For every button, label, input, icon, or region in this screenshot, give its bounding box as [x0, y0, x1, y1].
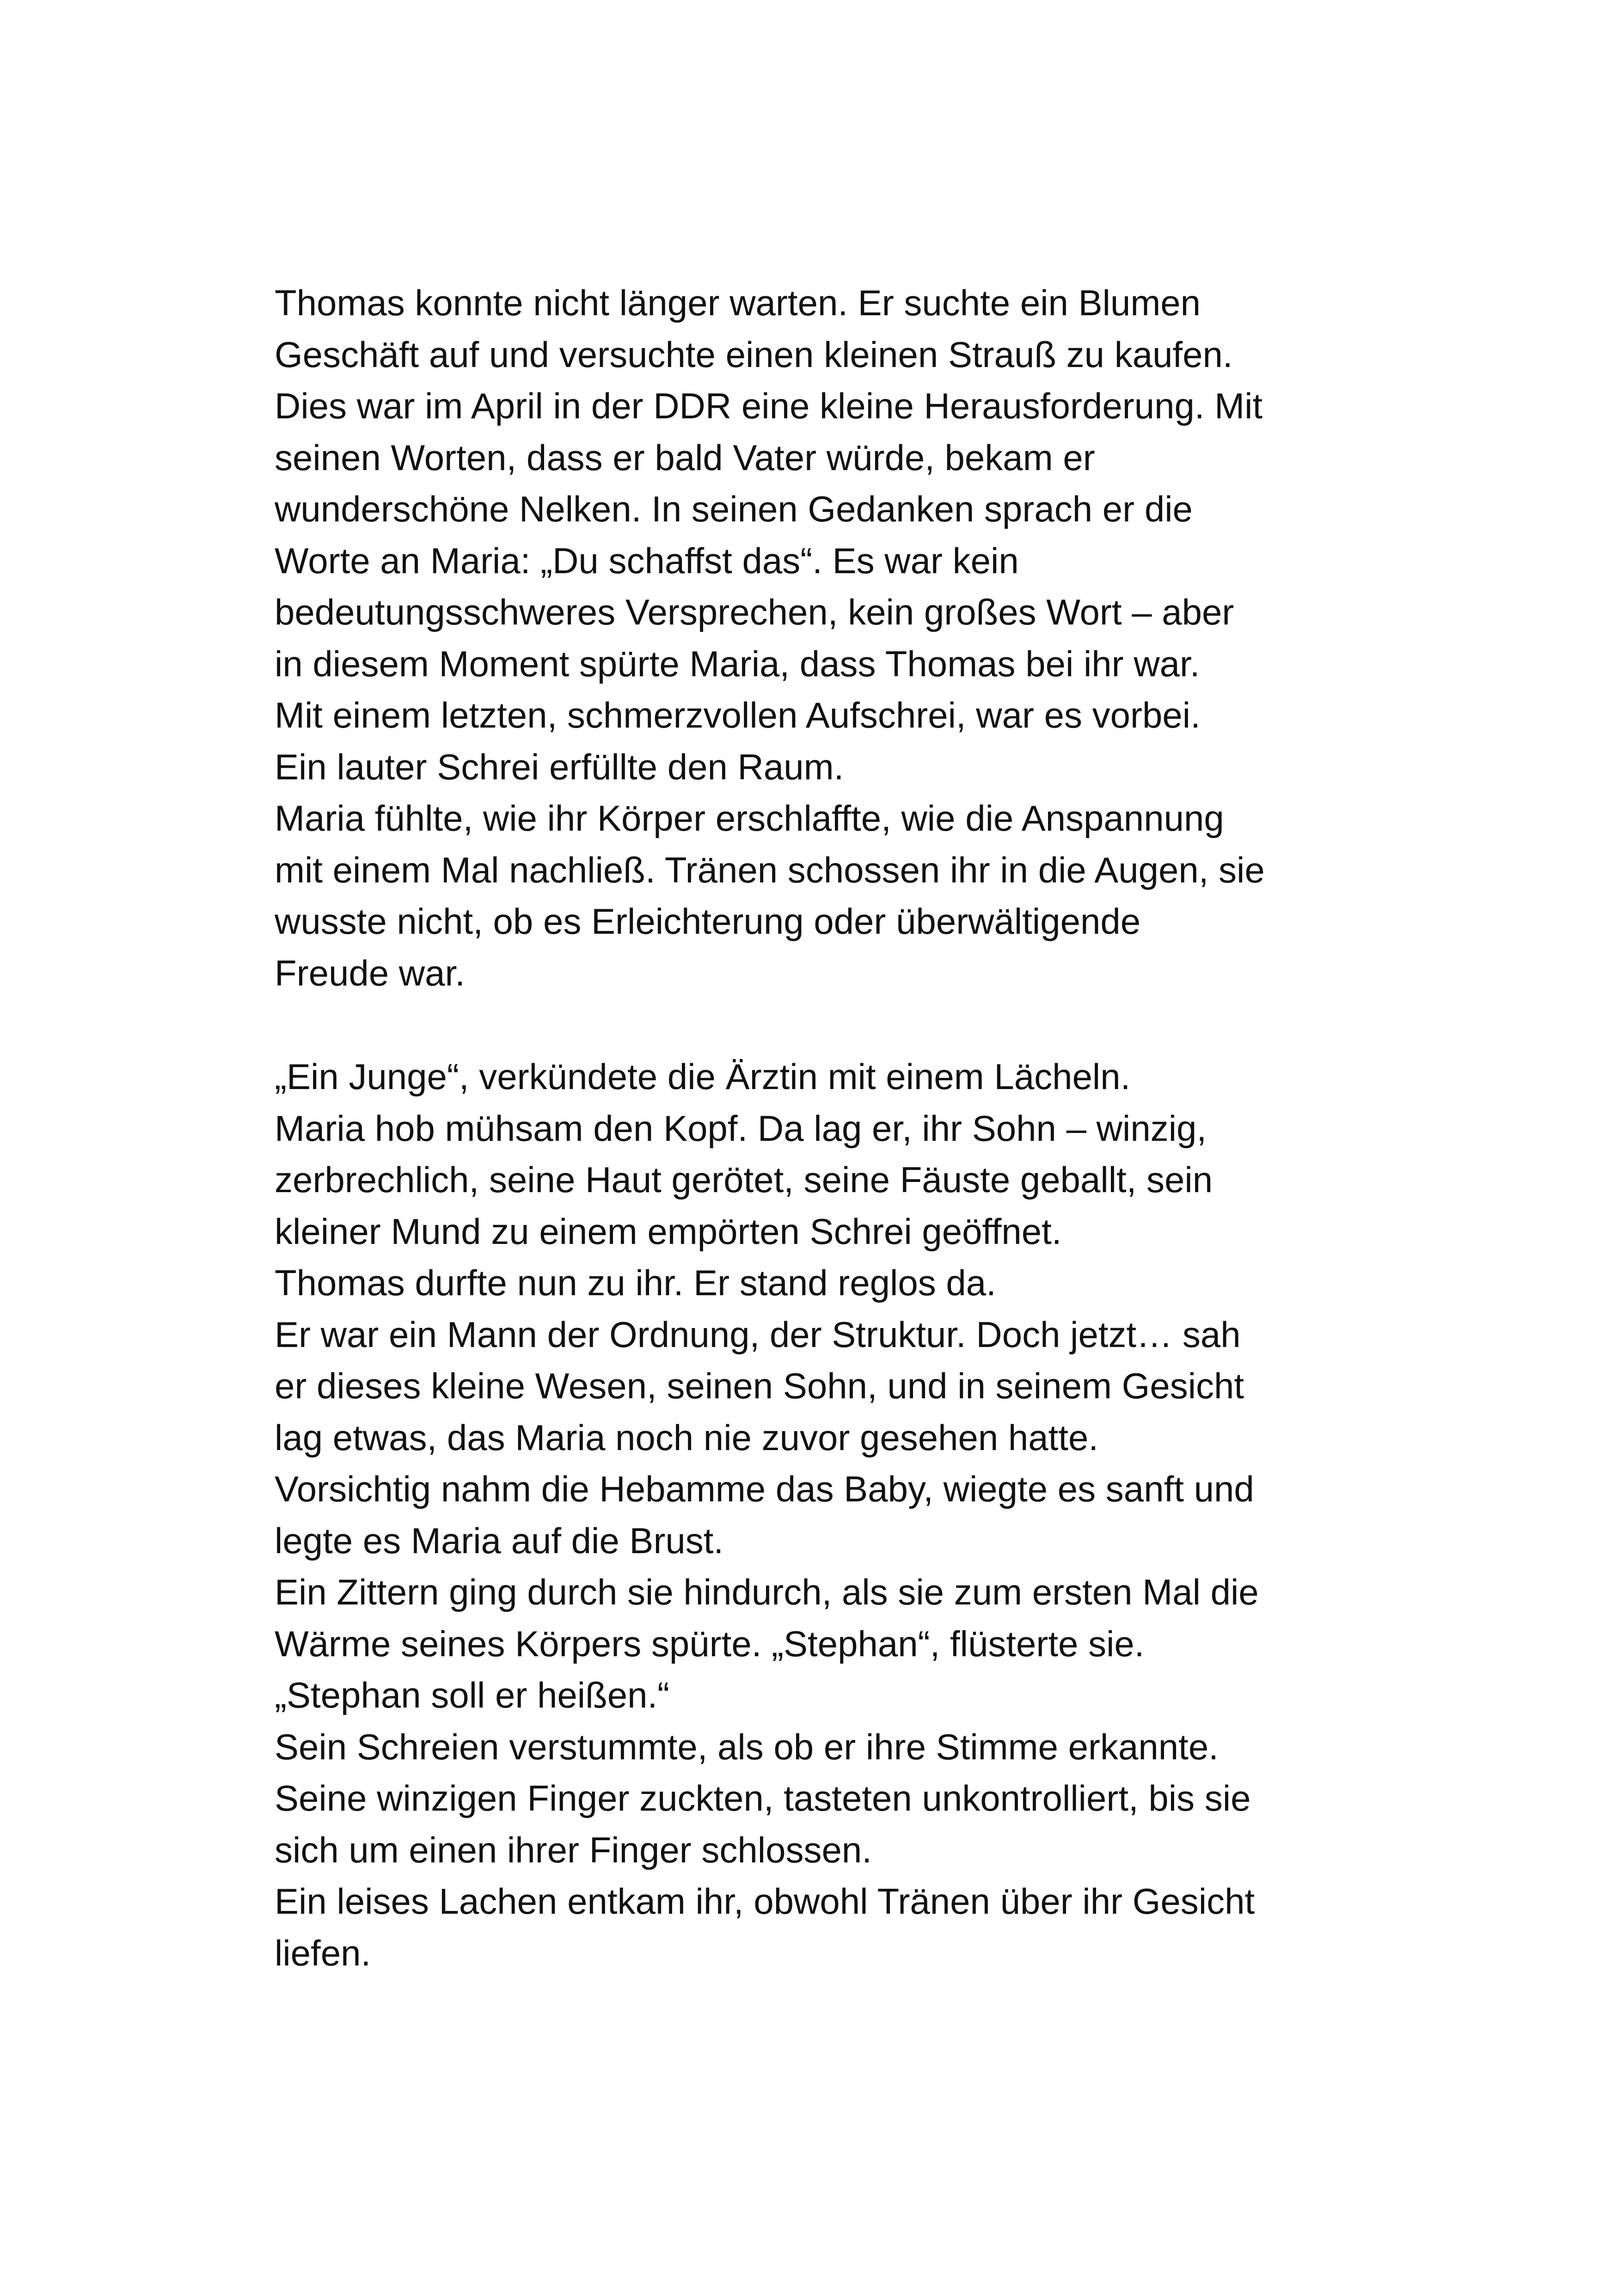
text-line: „Stephan soll er heißen.“ — [275, 1675, 670, 1715]
text-line: Thomas konnte nicht länger warten. Er suchte ein Blumen — [275, 282, 1201, 323]
text-line: wusste nicht, ob es Erleichterung oder überwältigende — [275, 901, 1141, 942]
paragraph-2 — [275, 1051, 1393, 1979]
text-line: Maria fühlte, wie ihr Körper erschlaffte, wie die Anspannung — [275, 798, 1224, 839]
text-line: Ein Zittern ging durch sie hindurch, als sie zum ersten Mal die — [275, 1572, 1259, 1612]
text-line: liefen. — [275, 1932, 371, 1973]
text-line: Dies war im April in der DDR eine kleine Herausforderung. Mit — [275, 386, 1263, 426]
text-line: Mit einem letzten, schmerzvollen Aufschrei, war es vorbei. — [275, 695, 1201, 735]
text-line: zerbrechlich, seine Haut gerötet, seine Fäuste geballt, sein — [275, 1159, 1213, 1200]
text-line: Maria hob mühsam den Kopf. Da lag er, ihr Sohn – winzig, — [275, 1108, 1207, 1149]
text-line: legte es Maria auf die Brust. — [275, 1520, 724, 1561]
text-line: seinen Worten, dass er bald Vater würde, bekam er — [275, 437, 1095, 478]
text-line: Wärme seines Körpers spürte. „Stephan“, flüsterte sie. — [275, 1623, 1145, 1664]
text-line: Geschäft auf und versuchte einen kleinen Strauß zu kaufen. — [275, 334, 1233, 375]
text-line: „Ein Junge“, verkündete die Ärztin mit einem Lächeln. — [275, 1056, 1131, 1097]
text-line: Worte an Maria: „Du schaffst das“. Es war kein — [275, 540, 1019, 581]
text-line: kleiner Mund zu einem empörten Schrei geöffnet. — [275, 1211, 1062, 1252]
text-line: Sein Schreien verstummte, als ob er ihre Stimme erkannte. — [275, 1726, 1219, 1767]
text-line: bedeutungsschweres Versprechen, kein großes Wort – aber — [275, 592, 1234, 632]
text-line: lag etwas, das Maria noch nie zuvor gesehen hatte. — [275, 1417, 1099, 1458]
text-line: Vorsichtig nahm die Hebamme das Baby, wiegte es sanft und — [275, 1469, 1254, 1509]
text-line: mit einem Mal nachließ. Tränen schossen ihr in die Augen, sie — [275, 849, 1265, 890]
text-line: Ein leises Lachen entkam ihr, obwohl Tränen über ihr Gesicht — [275, 1881, 1255, 1922]
text-line: Seine winzigen Finger zuckten, tasteten unkontrolliert, bis sie — [275, 1778, 1251, 1818]
text-line: Ein lauter Schrei erfüllte den Raum. — [275, 746, 844, 787]
text-line: Thomas durfte nun zu ihr. Er stand reglos da. — [275, 1262, 996, 1303]
text-line: Er war ein Mann der Ordnung, der Struktur. Doch jetzt… sah — [275, 1314, 1241, 1355]
text-line: er dieses kleine Wesen, seinen Sohn, und in seinem Gesicht — [275, 1365, 1244, 1406]
text-line: wunderschöne Nelken. In seinen Gedanken sprach er die — [275, 489, 1193, 529]
text-line: Freude war. — [275, 952, 465, 993]
text-line: in diesem Moment spürte Maria, dass Thomas bei ihr war. — [275, 643, 1200, 684]
text-line: sich um einen ihrer Finger schlossen. — [275, 1829, 872, 1870]
paragraph-1 — [275, 277, 1393, 999]
